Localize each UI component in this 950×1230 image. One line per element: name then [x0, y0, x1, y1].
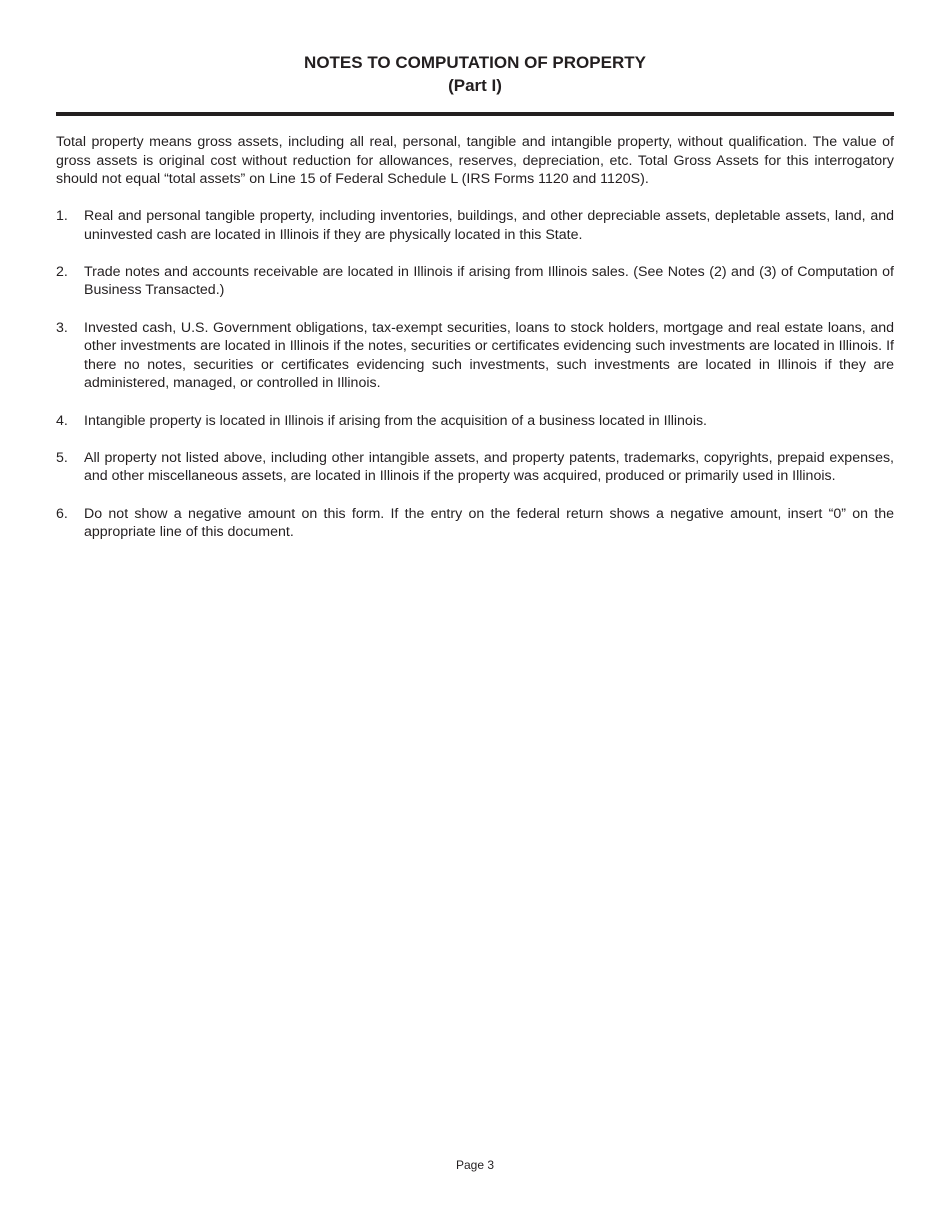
note-number: 6. — [56, 505, 68, 522]
note-number: 3. — [56, 319, 68, 336]
intro-paragraph: Total property means gross assets, including all real, personal, tangible and intangible property, without qualification. The value of gross assets is original cost without reduction for allowances, reserves, depreciation, etc. Total Gross Assets for this interrogatory should not equal “total assets” on Line 15 of Federal Schedule L (IRS Forms 1120 and 1120S). — [56, 134, 894, 188]
note-text: Do not show a negative amount on this form. If the entry on the federal return shows a negative amount, insert “0” on the appropriate line of this document. — [84, 505, 894, 541]
page-subtitle: (Part I) — [448, 76, 502, 95]
note-item-6 — [56, 505, 894, 542]
note-item-3 — [56, 319, 894, 393]
note-item-1 — [56, 207, 894, 244]
note-number: 1. — [56, 208, 68, 224]
note-text: Intangible property is located in Illinois if arising from the acquisition of a business located in Illinois. — [84, 412, 708, 429]
note-text: All property not listed above, including other intangible assets, and property patents, trademarks, copyrights, prepaid expenses, and other miscellaneous assets, are located in Illinois if the property was acquired, produced or primarily used in Illinois. — [84, 449, 894, 485]
notes-list — [56, 207, 894, 560]
note-text: Trade notes and accounts receivable are located in Illinois if arising from Illinois sales. (See Notes (2) and (3) of Computation of Business Transacted.) — [84, 263, 894, 299]
page-number: Page 3 — [455, 1158, 495, 1172]
page-title: NOTES TO COMPUTATION OF PROPERTY — [304, 53, 646, 72]
note-text: Invested cash, U.S. Government obligations, tax-exempt securities, loans to stock holders, mortgage and real estate loans, and other investments are located in Illinois if the notes, securities or certificates evidencing such investments are located in Illinois. If there no notes, securities or certificates evidencing such investments, such investments are located in Illinois if they are administered, managed, or controlled in Illinois. — [84, 319, 894, 392]
note-item-4 — [56, 412, 894, 431]
note-text: Real and personal tangible property, including inventories, buildings, and other depreciable assets, depletable assets, land, and uninvested cash are located in Illinois if they are physically located in this State. — [84, 208, 894, 243]
note-number: 5. — [56, 449, 68, 466]
document-page — [56, 0, 894, 1230]
note-number: 4. — [56, 412, 68, 429]
note-number: 2. — [56, 263, 68, 280]
note-item-5 — [56, 449, 894, 486]
note-item-2 — [56, 263, 894, 300]
title-divider — [56, 112, 894, 116]
title-block — [56, 51, 894, 97]
